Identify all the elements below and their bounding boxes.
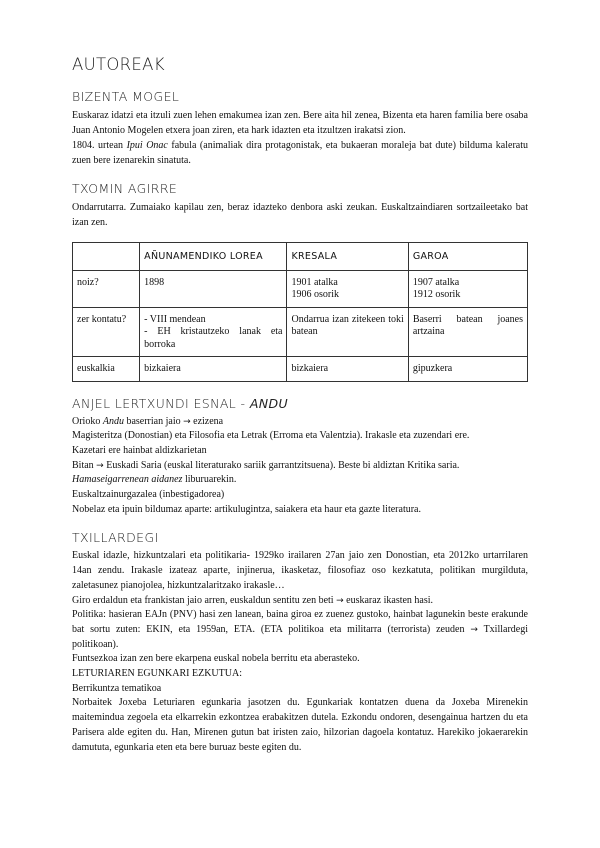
txillardegi-paragraph-5: LETURIAREN EGUNKARI EZKUTUA: — [72, 668, 242, 680]
nickname: ANDU — [249, 395, 289, 411]
lertxundi-line-2: Magisteritza (Donostian) eta Filosofia eta Letrak (Erroma eta Valentzia). Irakasle eta zuzendari ere. — [72, 430, 470, 442]
text-run: Bitan — [72, 459, 97, 471]
lertxundi-line-5 — [72, 473, 528, 488]
lertxundi-line-7: Nobelaz eta ipuin bildumaz aparte: artikulugintza, saiakera eta haur eta gazte literatura. — [72, 503, 421, 515]
heading-text: ANJEL LERTXUNDI ESNAL - — [72, 395, 250, 411]
txillardegi-paragraph-4: Funtsezkoa izan zen bere ekarpena euskal nobela berritu eta aberasteko. — [72, 653, 360, 665]
table-row — [73, 307, 528, 357]
arrow-right-icon: → — [336, 595, 344, 606]
book-title: Ipui Onac — [126, 140, 168, 151]
arrow-right-icon: → — [470, 624, 478, 635]
table-header-cell: GAROA — [408, 243, 527, 271]
arrow-right-icon: → — [96, 460, 104, 471]
table-cell: Baserri batean joanes artzaina — [408, 307, 527, 357]
table-cell: 1901 atalka 1906 osorik — [287, 270, 408, 307]
table-header-cell: AÑUNAMENDIKO LOREA — [140, 243, 287, 271]
table-cell: 1907 atalka 1912 osorik — [408, 270, 527, 307]
txillardegi-paragraph-2 — [72, 594, 528, 609]
table-header-cell: KRESALA — [287, 243, 408, 271]
text-run: 1804. urtean — [72, 140, 127, 151]
table-cell: Ondarrua izan zitekeen toki batean — [287, 307, 408, 357]
text-run: Politika: hasieran EAJn (PNV) hasi zen lanean, baina giroa ez zuenez gustoko, hainbat lagunekin beste erakunde bat sortu zuten: EKIN, eta 1959an, ETA. (ETA politikoa eta militarra (terrorista) zeuden — [72, 609, 528, 635]
table-cell: euskalkia — [73, 357, 140, 382]
lertxundi-line-4 — [72, 459, 528, 474]
section-txomin-agirre — [72, 181, 528, 382]
text-run: Euskadi Saria (euskal literaturako sariik garrantzitsuena). Beste bi aldiztan Kritika saria. — [103, 459, 460, 471]
table-header-row — [73, 243, 528, 271]
section-heading-agirre: TXOMIN AGIRRE — [72, 181, 178, 196]
table-row — [73, 357, 528, 382]
table-header-cell — [73, 243, 140, 271]
text-run: fabula (animaliak dira protagonistak, eta bukaeran moraleja bat dute) bilduma kaleratu zuen bere izenarekin sinatuta. — [72, 140, 528, 166]
lertxundi-line-3: Kazetari ere hainbat aldizkarietan — [72, 444, 207, 456]
text-run: liburuarekin. — [182, 474, 237, 486]
text-run: Giro erdaldun eta frankistan jaio arren, euskaldun sentitu zen beti — [72, 594, 337, 606]
text-run: Orioko — [72, 415, 103, 427]
works-table — [72, 242, 528, 382]
table-cell: noiz? — [73, 270, 140, 307]
txillardegi-paragraph-6: Berrikuntza tematikoa — [72, 682, 162, 694]
page-title: AUTOREAK — [72, 55, 165, 74]
txillardegi-paragraph-7: Norbaitek Joxeba Leturiaren egunkaria jasotzen du. Egunkariak kontatzen duena da Joxeba Mirenekin maitemindua zegoela eta elkarrekin ezkontzea erabakitzen dutela. Ezkondu ondoren, desengainua hartzen du eta Parisera alde egiten du. Han, Mirenen gutun bat iristen zaio, hilzorian dagoela kontatuz. Harekiko jokaerarekin damututa, egunkaria eten eta bere buruaz beste egiten du. — [72, 697, 528, 753]
arrow-right-icon: → — [183, 416, 191, 427]
document-page — [72, 55, 528, 768]
txillardegi-paragraph-3 — [72, 608, 528, 652]
mogel-paragraph-1: Euskaraz idatzi eta itzuli zuen lehen emakumea izan zen. Bere aita hil zenea, Bizenta eta haren familia bere osaba Juan Antonio Mogelen etxera joan ziren, eta hark idazten eta itzultzen irakatsi zion. — [72, 110, 528, 136]
table-row — [73, 270, 528, 307]
table-cell: zer kontatu? — [73, 307, 140, 357]
lertxundi-line-6: Euskaltzainurgazalea (inbestigadorea) — [72, 489, 225, 501]
section-anjel-lertxundi — [72, 396, 528, 518]
nickname: Andu — [102, 415, 124, 427]
text-run: baserrian jaio — [123, 415, 184, 427]
section-bizenta-mogel — [72, 89, 528, 168]
section-heading-mogel: BIZENTA MOGEL — [72, 89, 180, 104]
section-heading-lertxundi — [72, 396, 528, 411]
section-heading-txillardegi: TXILLARDEGI — [72, 530, 159, 546]
agirre-paragraph-1: Ondarrutarra. Zumaiako kapilau zen, beraz idazteko denbora aski zeukan. Euskaltzaindiaren sortzaileetako bat izan zen. — [72, 202, 528, 228]
mogel-paragraph-2 — [72, 138, 528, 168]
table-cell: gipuzkera — [408, 357, 527, 382]
table-cell: - VIII mendean - EH kristautzeko lanak eta borroka — [140, 307, 287, 357]
table-cell: 1898 — [140, 270, 287, 307]
text-run: ezizena — [190, 415, 224, 427]
txillardegi-paragraph-1: Euskal idazle, hizkuntzalari eta politikaria- 1929ko irailaren 27an jaio zen Donostian, eta 2012ko urtarrilaren 14an zendu. Irakasle izateaz aparte, injinerua, ikasketaz, filosofiaz oso kezkatuta, politikan murgilduta, zaletasunez pianojolea, hizkuntzalaritzako irakasle… — [72, 550, 528, 591]
table-cell: bizkaiera — [140, 357, 287, 382]
text-run: euskaraz ikasten hasi. — [343, 594, 434, 606]
lertxundi-line-1 — [72, 415, 528, 430]
section-txillardegi — [72, 530, 528, 755]
book-title: Hamaseigarrenean aidanez — [72, 474, 183, 486]
table-cell: bizkaiera — [287, 357, 408, 382]
text-run: Txillardegi politikoan). — [72, 623, 529, 650]
